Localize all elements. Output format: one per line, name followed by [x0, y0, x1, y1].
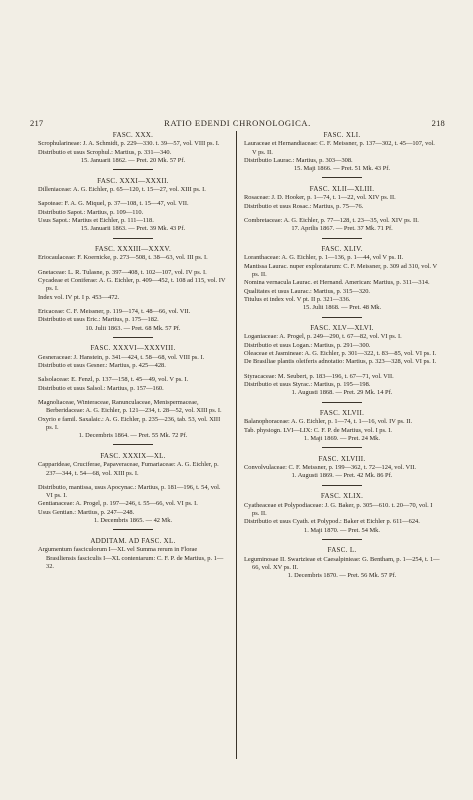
issue-date-price: 1. Decembris 1870. — Pret. 56 Mk. 57 Pf.: [287, 572, 397, 580]
catalog-entry: Qualitates et usus Laurac.: Martius, p. 315—320.: [244, 287, 371, 295]
catalog-entry: Lauraceae et Hernandiaceae: C. F. Meissner, p. 137—302, t. 45—107, vol. V ps. II.: [244, 140, 435, 156]
section-rule: [322, 539, 362, 540]
catalog-entry: Leguminosae II. Swartzieae et Caesalpinieae: G. Bentham, p. 1—254, t. 1—66, vol. XV ps. II.: [244, 555, 440, 572]
section-rule: [113, 238, 153, 239]
section-rule: [113, 337, 153, 338]
issue-date-price: 15. Maji 1866. — Pret. 51 Mk. 43 Pf.: [293, 165, 391, 173]
catalog-entry: Scrophularineae: J. A. Schmidt, p. 229—330. t. 39—57, vol. VIII ps. I.: [38, 140, 220, 148]
fascicle-heading: FASC. XLV—XLVI.: [310, 324, 374, 333]
fascicle-heading: FASC. L.: [327, 546, 357, 555]
fascicle-heading: FASC. XLIX.: [320, 492, 364, 501]
catalog-entry: Distributio et usus Scrophul.: Martius, p. 331—340.: [38, 148, 172, 156]
catalog-entry: Oleaceae et Jasmineae: A. G. Eichler, p. 301—322, t. 83—85, vol. VI ps. I.: [244, 350, 437, 358]
catalog-entry: Loranthaceae: A. G. Eichler, p. 1—136, p. 1—44, vol V ps. II.: [244, 254, 404, 262]
catalog-entry: Cycadeae et Coniferae: A. G. Eichler, p. 409—452, t. 108 ad 115, vol. IV ps. I.: [38, 277, 226, 293]
page-number-left: 217: [30, 118, 44, 128]
catalog-entry: Index vol. IV pt. I p. 453—472.: [38, 293, 120, 301]
catalog-entry: Gentianaceae: A. Progel, p. 197—246, t. 55—66, vol. VI ps. I.: [38, 500, 198, 508]
catalog-entry: Cyatheaceae et Polypodiaceae: J. G. Baker, p. 305—610. t. 20—70, vol. I ps. II.: [244, 501, 433, 517]
issue-date-price: 1. Maji 1870. — Pret. 54 Mk.: [304, 526, 380, 534]
fascicle-heading: FASC. XXXIX—XL.: [100, 451, 166, 460]
issue-date-price: 15. Januarii 1862. — Pret. 20 Mk. 57 Pf.: [80, 156, 186, 164]
catalog-entry: Balanophoraceae: A. G. Eichler, p. 1—74, t. 1—16, vol. IV ps. II.: [244, 418, 413, 426]
issue-date-price: 17. Aprilis 1867. — Pret. 37 Mk. 71 Pf.: [291, 225, 393, 233]
catalog-entry: Gesneraceae: J. Hanstein, p. 341—424, t. 58—68, vol. VIII ps. I.: [38, 353, 205, 361]
catalog-entry: Gnetaceae: L. R. Tulasne, p. 397—408, t. 102—107, vol. IV ps. I.: [38, 268, 207, 276]
fascicle-heading: FASC. XXXIII—XXXV.: [94, 245, 172, 254]
catalog-entry: Usus Sapot.: Martius et Eichler, p. 111—118.: [38, 216, 154, 224]
section-rule: [113, 169, 153, 170]
column-divider: [236, 131, 237, 759]
catalog-entry: Ericaceae: C. F. Meissner, p. 119—174, t. 48—66, vol. VII.: [38, 307, 191, 315]
issue-date-price: 1. Decembris 1864. — Pret. 55 Mk. 72 Pf.: [78, 432, 188, 440]
section-rule: [113, 444, 153, 445]
section-rule: [322, 238, 362, 239]
right-column: [244, 131, 440, 581]
section-rule: [322, 317, 362, 318]
catalog-entry: Distributio et usus Cyath. et Polypod.: Baker et Eichler p. 611—624.: [244, 518, 420, 526]
issue-date-price: 15. Julii 1868. — Pret. 48 Mk.: [302, 304, 382, 312]
catalog-entry: Distributio, mantissa, usus Apocynac.: Martius, p. 181—196, t. 54, vol. VI ps. I.: [38, 483, 221, 500]
catalog-entry: Tab. physiogn. LVI—LIX: C. F. P. de Martius, vol. I ps. I.: [244, 426, 392, 434]
catalog-entry: Distributio Laurac.: Martius, p. 303—308.: [244, 156, 353, 164]
catalog-entry: Magnoliaceae, Winteraceae, Ranunculaceae, Menispermaceae, Berberidaceae: A. G. Eichler, p. 121—234, t. 28—52, vol. XIII ps. I.: [38, 398, 222, 415]
fascicle-heading: FASC. XLIV.: [321, 245, 363, 254]
page-number-right: 218: [431, 118, 445, 128]
issue-date-price: 10. Julii 1863. — Pret. 68 Mk. 57 Pf.: [85, 324, 181, 332]
catalog-entry: Sapoteae: F. A. G. Miquel, p. 37—108, t. 15—47, vol. VII.: [38, 200, 189, 208]
catalog-entry: Convolvulaceae: C. F. Meissner, p. 199—362, t. 72—124, vol. VII.: [244, 464, 416, 472]
catalog-entry: Usus Gentian.: Martius, p. 247—248.: [38, 508, 135, 516]
catalog-entry: Distributio et usus Rosac.: Martius, p. 75—76.: [244, 202, 364, 210]
running-title: RATIO EDENDI CHRONOLOGICA.: [164, 118, 311, 128]
catalog-entry: Distributio et usus Logan.: Martius, p. 291—300.: [244, 341, 371, 349]
catalog-entry: Distributio et usus Eric.: Martius, p. 175—182.: [38, 316, 159, 324]
catalog-entry: Rosaceae: J. D. Hooker, p. 1—74, t. 1—22, vol. XIV ps. II.: [244, 194, 396, 202]
catalog-entry: Distributio Sapot.: Martius, p. 109—110.: [38, 208, 144, 216]
catalog-entry: Nomina vernacula Laurac. et Hernand. American: Martius, p. 311—314.: [244, 279, 430, 287]
catalog-entry: Loganiaceae: A. Progel, p. 249—290, t. 67—82, vol. VI ps. I.: [244, 333, 402, 341]
catalog-entry: Mantissa Laurac. nuper exploratarum: C. F. Meissner, p. 309 ad 310, vol. V ps. II.: [244, 262, 437, 279]
fascicle-heading: FASC. XLVIII.: [318, 454, 366, 463]
catalog-entry: Titulus et index vol. V pt. II p. 321—336.: [244, 295, 351, 303]
catalog-entry: Combretaceae: A. G. Eichler, p. 77—128, t. 23—35, vol. XIV ps. II.: [244, 216, 419, 224]
section-rule: [322, 177, 362, 178]
left-column: [38, 131, 228, 571]
section-rule: [113, 529, 153, 530]
catalog-entry: Distributio et usus Salsol.: Martius, p. 157—160.: [38, 384, 164, 392]
section-rule: [322, 447, 362, 448]
catalog-entry: Eriocaulaceae: F. Koernicke, p. 273—508, t. 38—63, vol. III ps. I.: [38, 254, 208, 262]
catalog-entry: Distributio et usus Gesner.: Martius, p. 425—428.: [38, 362, 166, 370]
section-rule: [322, 485, 362, 486]
fascicle-heading: FASC. XLII—XLIII.: [309, 185, 375, 194]
issue-date-price: 1. Augusti 1869. — Pret. 42 Mk. 86 Pf.: [291, 472, 393, 480]
fascicle-heading: FASC. XXXVI—XXXVIII.: [90, 344, 176, 353]
fascicle-heading: ADDITAM. AD FASC. XL.: [90, 536, 176, 545]
fascicle-heading: FASC. XLI.: [323, 131, 361, 139]
catalog-entry: De Brasiliae plantis oleiferis adnotatio: Martius, p. 323—328, vol. VI ps. I.: [244, 358, 437, 366]
issue-date-price: 1. Decembris 1865. — 42 Mk.: [93, 517, 173, 525]
section-rule: [322, 402, 362, 403]
fascicle-heading: FASC. XLVII.: [319, 409, 365, 418]
catalog-entry: Styracaceae: M. Seubert, p. 183—196, t. 67—71, vol. VII.: [244, 372, 394, 380]
running-header: [30, 118, 445, 130]
catalog-entry: Capparideae, Cruciferae, Papaveraceae, Fumariaceae: A. G. Eichler, p. 237—344, t. 54—68, vol. XIII ps. I.: [38, 461, 219, 477]
issue-date-price: 1. Maji 1869. — Pret. 24 Mk.: [304, 434, 380, 442]
fascicle-heading: FASC. XXXI—XXXII.: [97, 176, 169, 185]
catalog-entry: Oxyrio e famil. Saxalaic.: A. G. Eichler, p. 235—236, tab. 53, vol. XIII ps. I.: [38, 415, 221, 431]
issue-date-price: 1. Augusti 1868. — Pret. 29 Mk. 14 Pf.: [291, 389, 393, 397]
catalog-entry: Argumentum fasciculorum I—XL vel Summa rerum in Florae Brasiliensis fasciculis I—XL contentarum: C. F. P. de Martius, p. 1—32.: [38, 546, 224, 570]
catalog-entry: Distributio et usus Styrac.: Martius, p. 195—198.: [244, 380, 371, 388]
fascicle-heading: FASC. XXX.: [112, 131, 154, 139]
issue-date-price: 15. Januarii 1863. — Pret. 39 Mk. 43 Pf.: [80, 225, 186, 233]
catalog-entry: Salsolaceae: E. Fenzl, p. 137—158, t. 45—49, vol. V ps. I.: [38, 376, 189, 384]
catalog-entry: Dilleniaceae: A. G. Eichler, p. 65—120, t. 15—27, vol. XIII ps. I.: [38, 186, 206, 194]
